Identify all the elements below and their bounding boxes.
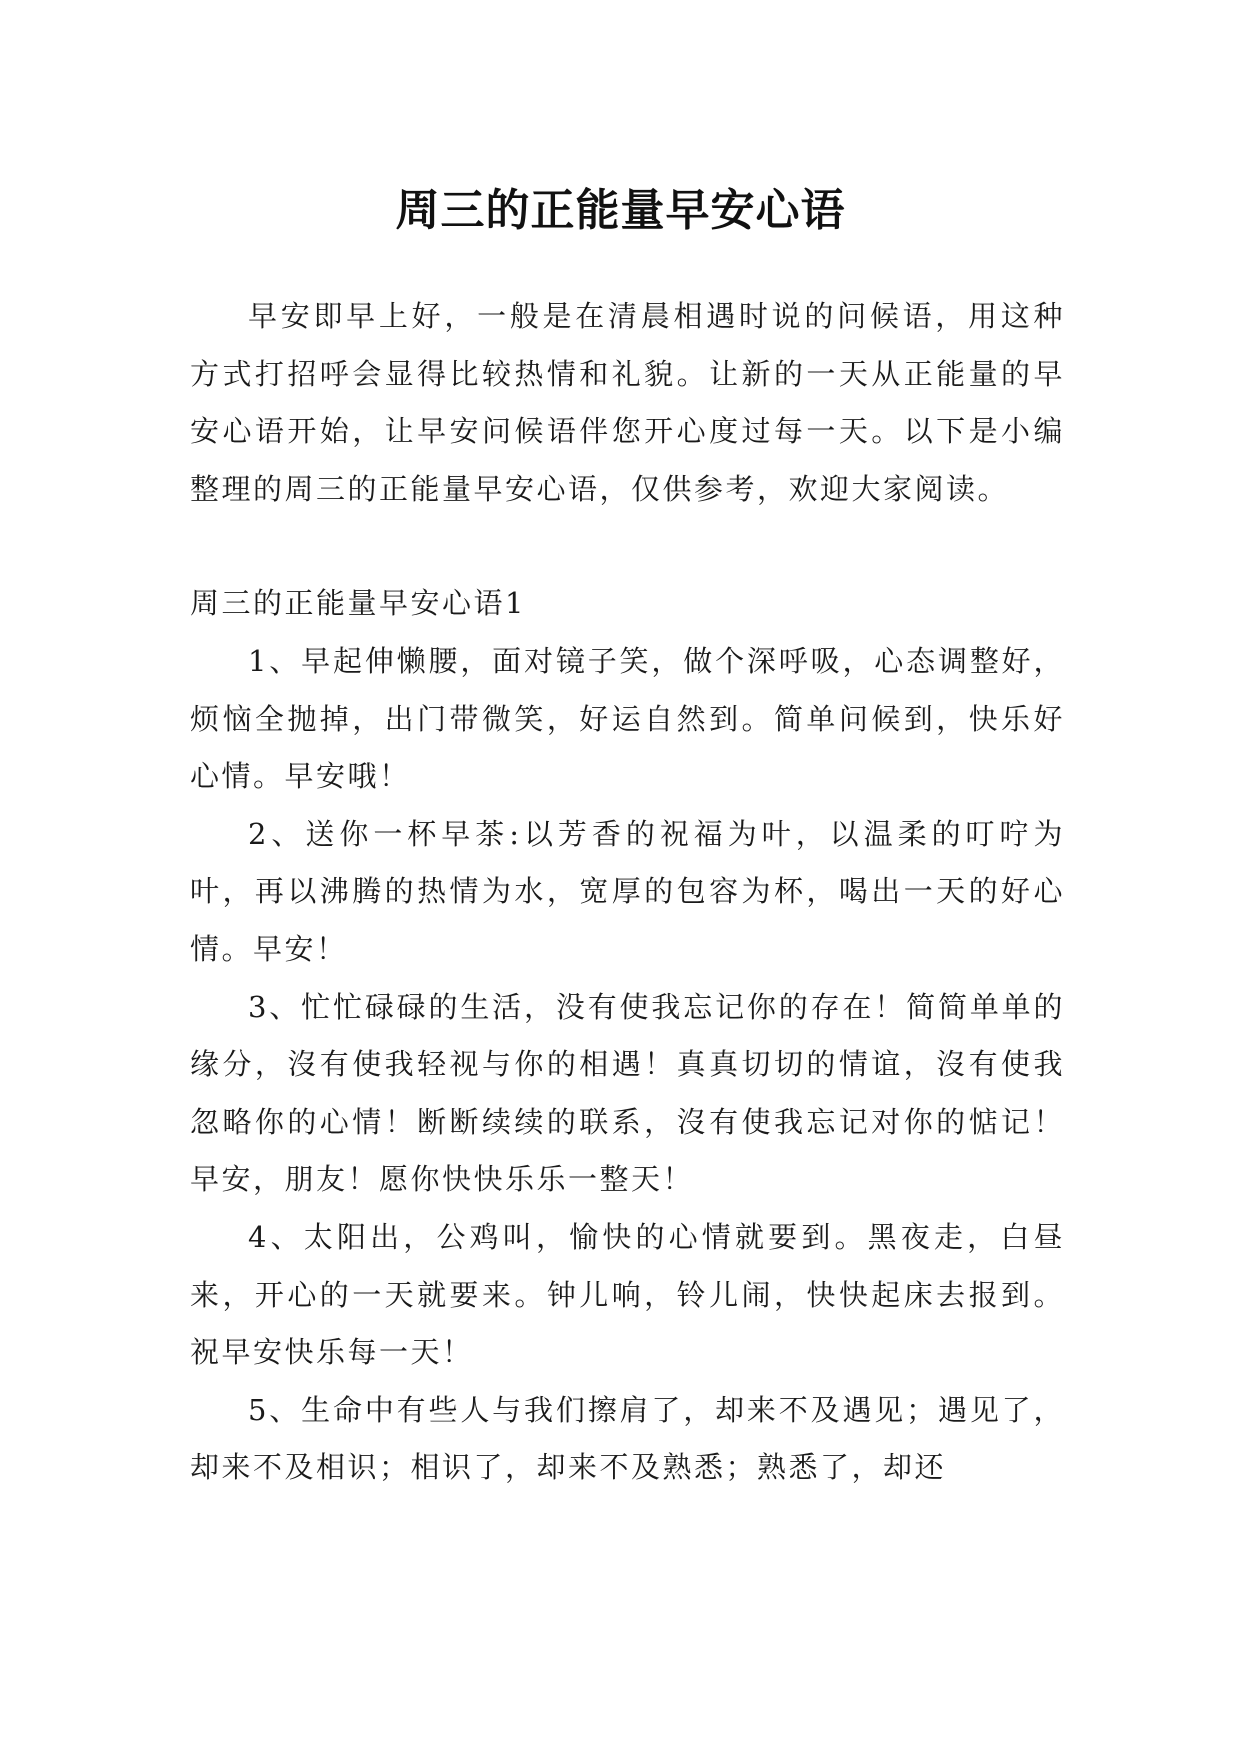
document-body (190, 288, 1065, 1497)
list-item: 2、送你一杯早茶:以芳香的祝福为叶，以温柔的叮咛为叶，再以沸腾的热情为水，宽厚的包容为杯，喝出一天的好心情。早安！ (190, 816, 1065, 966)
list-item: 4、太阳出，公鸡叫，愉快的心情就要到。黑夜走，白昼来，开心的一天就要来。钟儿响，铃儿闹，快快起床去报到。祝早安快乐每一天！ (190, 1219, 1065, 1370)
document-title: 周三的正能量早安心语 (395, 185, 846, 237)
list-item: 5、生命中有些人与我们擦肩了，却来不及遇见；遇见了，却来不及相识；相识了，却来不及熟悉；熟悉了，却还 (190, 1392, 1065, 1485)
section-heading: 周三的正能量早安心语1 (190, 586, 526, 621)
list-item: 3、忙忙碌碌的生活，没有使我忘记你的存在！简简单单的缘分，沒有使我轻视与你的相遇！真真切切的情谊，沒有使我忽略你的心情！断断续续的联系，沒有使我忘记对你的惦记！早安，朋友！愿你快快乐乐一整天！ (190, 989, 1065, 1197)
list-item: 1、早起伸懒腰，面对镜子笑，做个深呼吸，心态调整好，烦恼全抛掉，出门带微笑，好运自然到。简单问候到，快乐好心情。早安哦！ (190, 643, 1065, 794)
intro-paragraph: 早安即早上好，一般是在清晨相遇时说的问候语，用这种方式打招呼会显得比较热情和礼貌。让新的一天从正能量的早安心语开始，让早安问候语伴您开心度过每一天。以下是小编整理的周三的正能量早安心语，仅供参考，欢迎大家阅读。 (190, 299, 1065, 506)
